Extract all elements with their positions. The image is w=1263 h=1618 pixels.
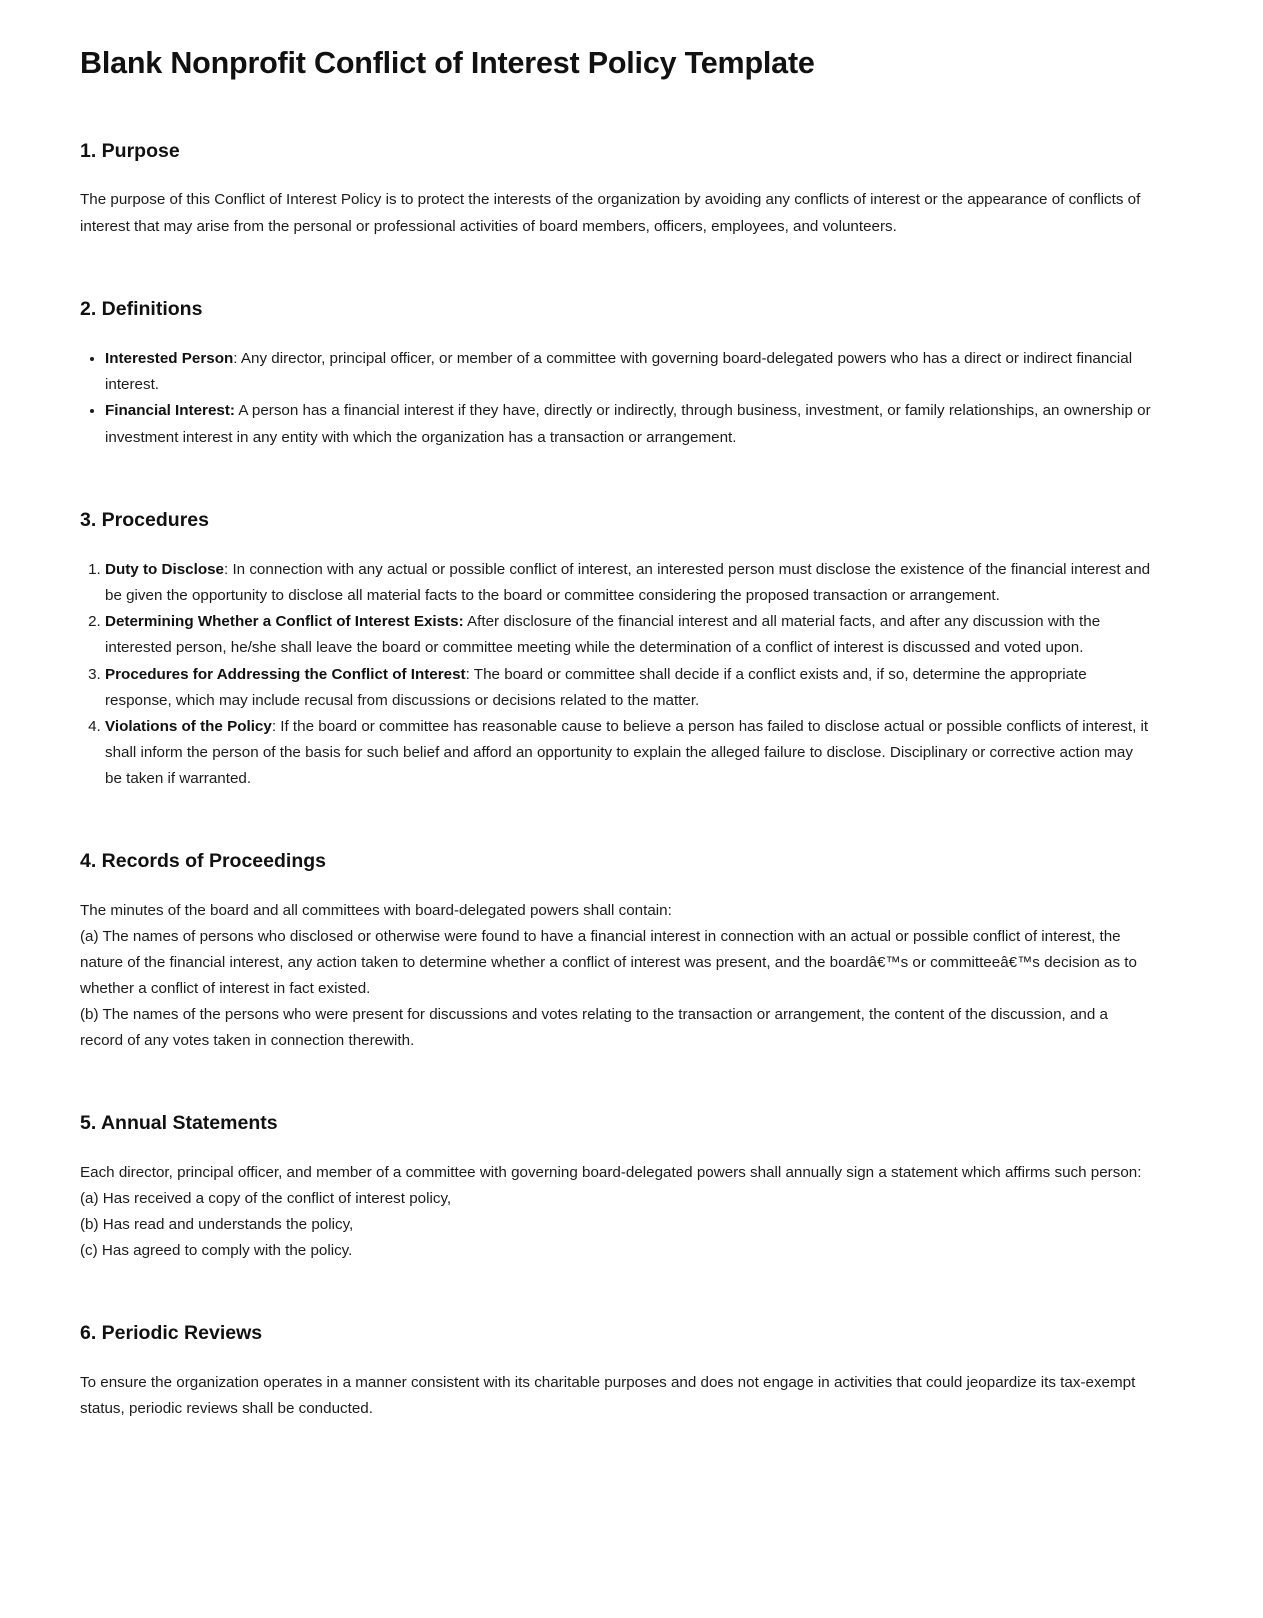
procedure-term: Determining Whether a Conflict of Interest Exists:: [105, 613, 464, 631]
records-line-b: (b) The names of the persons who were present for discussions and votes relating to the transaction or arrangement, the content of the discussion, and a record of any votes taken in connection therewith.: [80, 1006, 1108, 1050]
procedure-text: After disclosure of the financial interest and all material facts, and after any discussion with the interested person, he/she shall leave the board or committee meeting while the determination of a conflict of interest is discussed and voted upon.: [105, 613, 1101, 657]
annual-line-c: (c) Has agreed to comply with the policy.: [80, 1242, 353, 1260]
annual-line-intro: Each director, principal officer, and member of a committee with governing board-delegated powers shall annually sign a statement which affirms such person:: [80, 1163, 1142, 1181]
procedure-text: The board or committee shall decide if a conflict exists and, if so, determine the appropriate response, which may include recusal from discussions or decisions related to the matter.: [105, 665, 1087, 709]
section-heading-annual-statements: 5. Annual Statements: [80, 1112, 278, 1135]
section-heading-records: 4. Records of Proceedings: [80, 850, 326, 873]
page-title: Blank Nonprofit Conflict of Interest Policy Template: [80, 46, 815, 80]
purpose-paragraph: The purpose of this Conflict of Interest Policy is to protect the interests of the organization by avoiding any conflicts of interest or the appearance of conflicts of interest that may arise from the personal or professional activities of board members, officers, employees, and volunteers.: [80, 191, 1141, 235]
procedure-term-suffix: :: [224, 561, 229, 578]
procedure-text: If the board or committee has reasonable cause to believe a person has failed to disclose actual or possible conflicts of interest, it shall inform the person of the basis for such belief and afford an opportunity to explain the alleged failure to disclose. Disciplinary or corrective action may be taken if warranted.: [105, 717, 1149, 788]
definition-text: Any director, principal officer, or member of a committee with governing board-delegated powers who has a direct or indirect financial interest.: [105, 350, 1133, 394]
section-heading-periodic-reviews: 6. Periodic Reviews: [80, 1322, 263, 1345]
procedures-list: [80, 557, 1153, 792]
definitions-list: [80, 346, 1153, 451]
annual-statements-paragraph: [80, 1160, 1153, 1265]
annual-line-b: (b) Has read and understands the policy,: [80, 1216, 354, 1234]
periodic-reviews-paragraph: To ensure the organization operates in a manner consistent with its charitable purposes and does not engage in activities that could jeopardize its tax-exempt status, periodic reviews shall be conducted.: [80, 1373, 1136, 1417]
list-item: [105, 609, 1153, 661]
procedure-term-suffix: :: [271, 717, 277, 735]
list-item: [105, 557, 1153, 609]
list-item: [105, 398, 1153, 450]
records-line-intro: The minutes of the board and all committees with board-delegated powers shall contain:: [80, 901, 672, 919]
list-item: [105, 714, 1153, 792]
definition-term: Interested Person: [105, 350, 234, 368]
records-line-a: (a) The names of persons who disclosed or otherwise were found to have a financial interest in connection with an actual or possible conflict of interest, the nature of the financial interest, any action taken to determine whether a conflict of interest was present, and the boardâ€™s or committeeâ€™s decision as to whether a conflict of interest in fact existed.: [80, 927, 1137, 998]
records-paragraph: [80, 898, 1153, 1055]
procedure-term: Procedures for Addressing the Conflict of Interest: [105, 665, 466, 683]
list-item: [105, 662, 1153, 714]
procedure-term-suffix: :: [465, 665, 470, 683]
procedure-term: Duty to Disclose: [105, 561, 224, 578]
procedure-text: In connection with any actual or possible conflict of interest, an interested person must disclose the existence of the financial interest and be given the opportunity to disclose all material facts to the board or committee considering the proposed transaction or arrangement.: [105, 561, 1151, 605]
list-item: [105, 346, 1153, 398]
definition-text: A person has a financial interest if they have, directly or indirectly, through business, investment, or family relationships, an ownership or investment interest in any entity with which the organization has a transaction or arrangement.: [105, 402, 1151, 446]
definition-term: Financial Interest:: [105, 402, 235, 420]
procedure-term: Violations of the Policy: [105, 717, 272, 735]
annual-line-a: (a) Has received a copy of the conflict of interest policy,: [80, 1189, 452, 1207]
section-heading-definitions: 2. Definitions: [80, 297, 203, 320]
section-heading-purpose: 1. Purpose: [80, 140, 180, 163]
definition-term-suffix: :: [233, 350, 238, 368]
section-heading-procedures: 3. Procedures: [80, 508, 209, 531]
